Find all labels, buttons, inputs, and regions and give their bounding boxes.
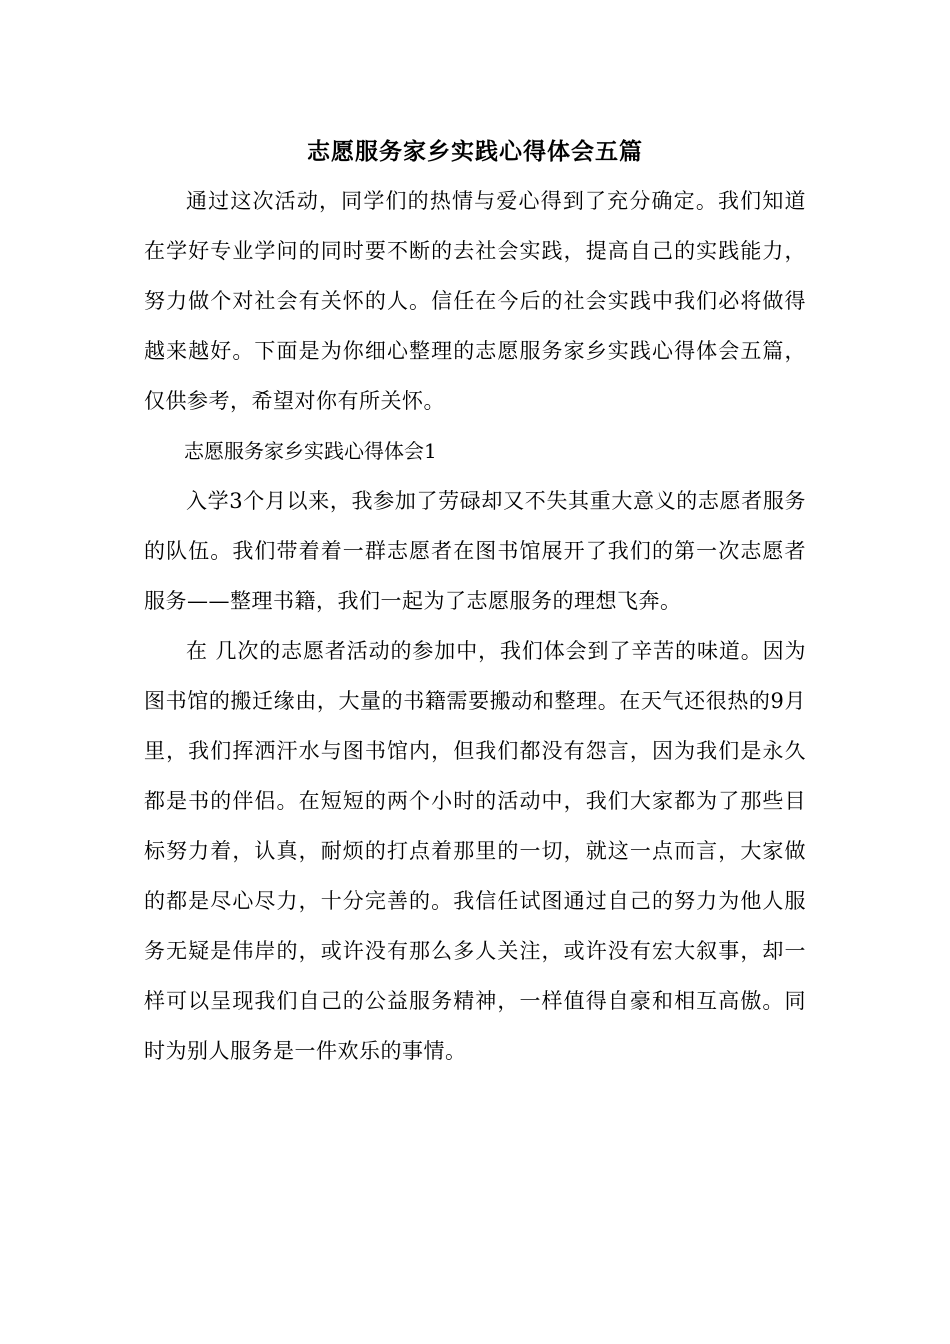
- document-body: [144, 128, 806, 1076]
- document-title: 志愿服务家乡实践心得体会五篇: [307, 138, 643, 165]
- section-heading: 志愿服务家乡实践心得体会1: [184, 439, 437, 463]
- section-paragraph-1: 入学3个月以来，我参加了劳碌却又不失其重大意义的志愿者服务的队伍。我们带着着一群志愿者在图书馆展开了我们的第一次志愿者服务——整理书籍，我们一起为了志愿服务的理想飞奔。: [144, 489, 806, 613]
- intro-paragraph: 通过这次活动，同学们的热情与爱心得到了充分确定。我们知道在学好专业学问的同时要不断的去社会实践，提高自己的实践能力，努力做个对社会有关怀的人。信任在今后的社会实践中我们必将做得越来越好。下面是为你细心整理的志愿服务家乡实践心得体会五篇，仅供参考，希望对你有所关怀。: [144, 189, 806, 413]
- section-paragraph-2: 在 几次的志愿者活动的参加中，我们体会到了辛苦的味道。因为图书馆的搬迁缘由，大量的书籍需要搬动和整理。在天气还很热的9月里，我们挥洒汗水与图书馆内，但我们都没有怨言，因为我们是永久都是书的伴侣。在短短的两个小时的活动中，我们大家都为了那些目标努力着，认真，耐烦的打点着那里的一切，就这一点而言，大家做的都是尽心尽力，十分完善的。我信任试图通过自己的努力为他人服务无疑是伟岸的，或许没有那么多人关注，或许没有宏大叙事，却一样可以呈现我们自己的公益服务精神，一样值得自豪和相互高傲。同时为别人服务是一件欢乐的事情。: [144, 639, 806, 1063]
